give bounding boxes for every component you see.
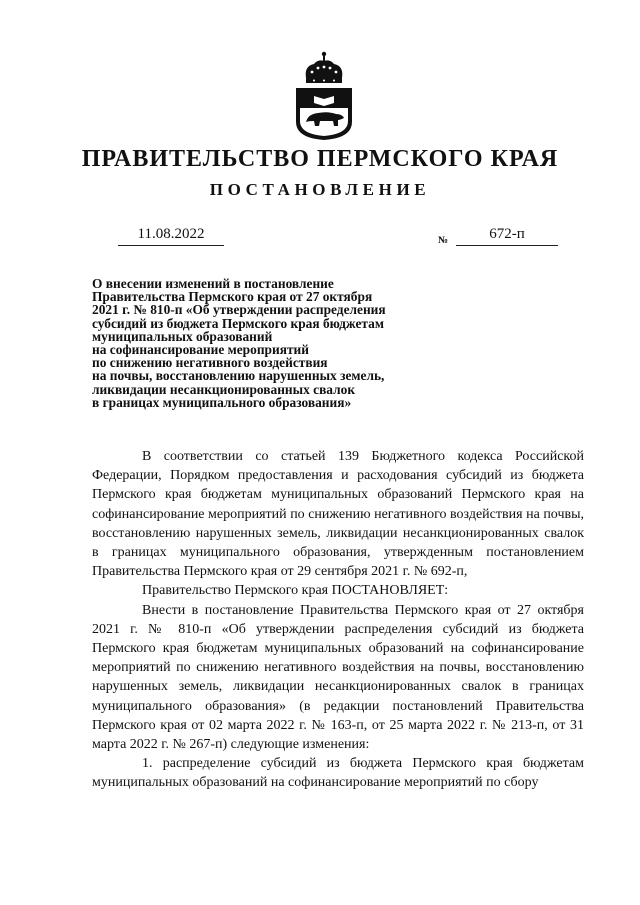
subject-line: Правительства Пермского края от 27 октября	[92, 289, 373, 305]
document-date-field	[118, 226, 224, 246]
coat-of-arms-emblem	[292, 50, 356, 142]
number-underline	[456, 245, 558, 246]
body-paragraph-resolves: Правительство Пермского края ПОСТАНОВЛЯЕТ:	[142, 583, 449, 599]
subject-line: субсидий из бюджета Пермского края бюджетам	[92, 315, 384, 331]
date-underline	[118, 245, 224, 246]
document-body	[92, 447, 584, 793]
number-sign: №	[438, 235, 449, 246]
document-number-field	[456, 226, 558, 246]
subject-line: по снижению негативного воздействия	[92, 355, 328, 371]
subject-line: ликвидации несанкционированных свалок	[92, 381, 356, 397]
document-number: 672-п	[489, 226, 525, 242]
subject-line: муниципальных образований	[92, 328, 273, 344]
subject-line: О внесении изменений в постановление	[92, 276, 334, 291]
document-subject	[92, 277, 492, 409]
document-date: 11.08.2022	[137, 226, 205, 242]
subject-line: на софинансирование мероприятий	[92, 342, 309, 358]
subject-line: 2021 г. № 810-п «Об утверждении распределения	[92, 302, 386, 318]
body-paragraph-item-1: 1. распределение субсидий из бюджета Пермского края бюджетам муниципальных образований на софинансирование мероприятий по сбору	[92, 756, 584, 791]
body-paragraph-preamble: В соответствии со статьей 139 Бюджетного кодекса Российской Федерации, Порядком предоставления и расходования субсидий из бюджета Пермского края бюджетам муниципальных образований Пермского края на софинансирование мероприятий по снижению негативного воздействия на почвы, восстановлению нарушенных земель, ликвидации несанкционированных свалок в границах муниципального образования, утвержденным постановлением Правительства Пермского края от 29 сентября 2021 г. № 692-п,	[92, 449, 584, 580]
government-title: ПРАВИТЕЛЬСТВО ПЕРМСКОГО КРАЯ	[81, 146, 559, 172]
body-paragraph-amendment: Внести в постановление Правительства Пермского края от 27 октября 2021 г. № 810-п «Об утверждении распределения субсидий из бюджета Пермского края бюджетам муниципальных образований на софинансирование мероприятий по снижению негативного воздействия на почвы, восстановлению нарушенных земель, ликвидации несанкционированных свалок в границах муниципального образования» (в редакции постановлений Правительства Пермского края от 02 марта 2022 г. № 163-п, от 25 марта 2022 г. № 213-п, от 31 марта 2022 г. № 267-п) следующие изменения:	[92, 602, 584, 753]
subject-line: на почвы, восстановлению нарушенных земель,	[92, 368, 385, 384]
document-type: ПОСТАНОВЛЕНИЕ	[209, 180, 431, 199]
subject-line: в границах муниципального образования»	[92, 394, 352, 410]
